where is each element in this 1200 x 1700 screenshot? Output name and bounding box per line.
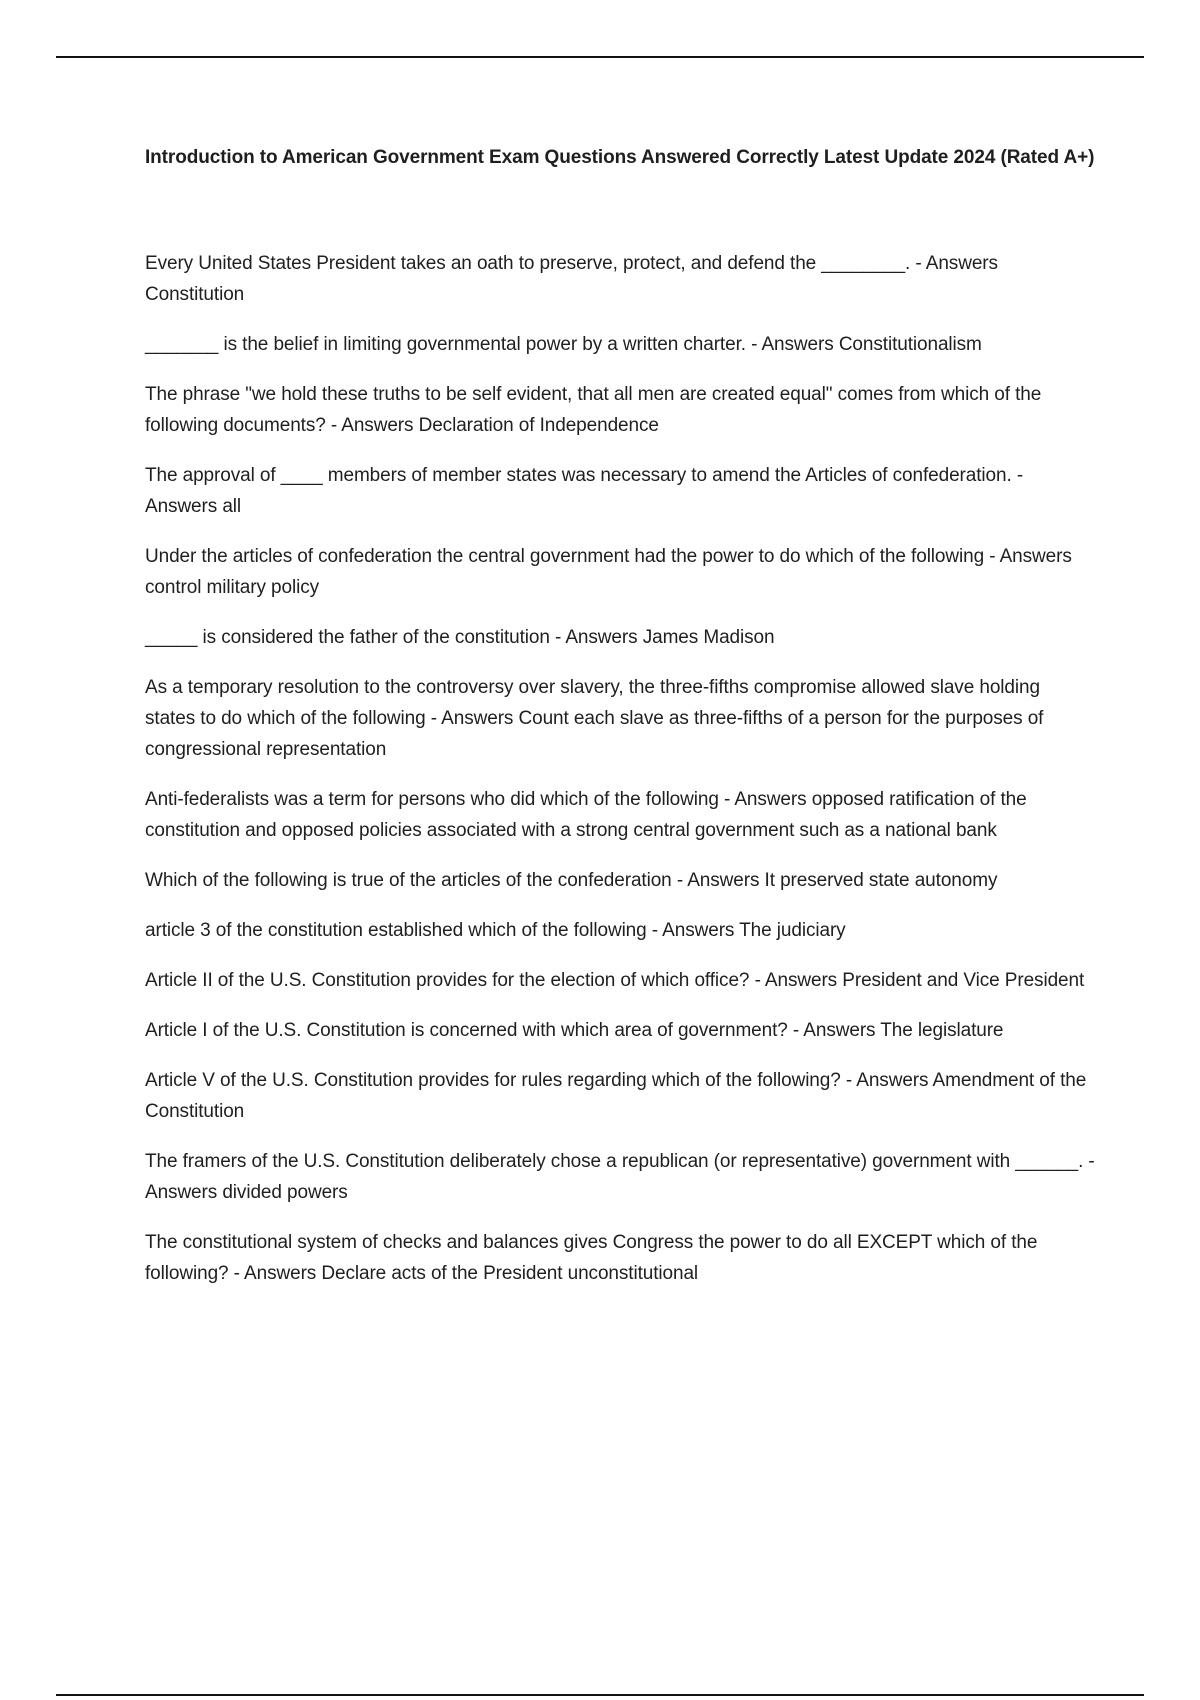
qa-item	[145, 784, 1095, 846]
answer-separator: - Answers	[549, 627, 643, 648]
answer-text: Constitutionalism	[838, 334, 982, 355]
qa-item	[145, 1146, 1095, 1208]
question-text: Which of the following is true of the articles of the confederation	[145, 870, 672, 891]
qa-item	[145, 672, 1095, 765]
answer-separator: - Answers	[718, 789, 812, 810]
answer-separator: - Answers	[787, 1020, 881, 1041]
document-title: Introduction to American Government Exam Questions Answered Correctly Latest Update 2024 (Rated A+)	[145, 147, 1095, 168]
header-rule	[56, 56, 1144, 58]
question-text: Under the articles of confederation the central government had the power to do which of the following	[145, 546, 985, 567]
question-text: article 3 of the constitution established which of the following	[145, 920, 647, 941]
answer-separator: - Answers	[749, 970, 843, 991]
answer-text: all	[222, 496, 242, 517]
answer-text: opposed ratification of the constitution and opposed policies associated with a strong central government such as a national bank	[145, 789, 1027, 841]
qa-item	[145, 329, 1095, 360]
question-text: The approval of ____ members of member states was necessary to amend the Articles of confederation.	[145, 465, 1012, 486]
qa-item	[145, 915, 1095, 946]
question-text: Article II of the U.S. Constitution provides for the election of which office?	[145, 970, 750, 991]
question-text: The constitutional system of checks and balances gives Congress the power to do all EXCEPT which of the following?	[145, 1232, 1038, 1284]
answer-separator: - Answers	[145, 1151, 1095, 1203]
answer-text: It preserved state autonomy	[764, 870, 998, 891]
qa-item	[145, 965, 1095, 996]
document-body	[145, 142, 1095, 1308]
answer-separator: - Answers	[646, 920, 740, 941]
answer-separator: - Answers	[984, 546, 1072, 567]
question-text: Anti-federalists was a term for persons who did which of the following	[145, 789, 719, 810]
answer-separator: - Answers	[325, 415, 419, 436]
answer-separator: - Answers	[671, 870, 765, 891]
answer-separator: - Answers	[910, 253, 998, 274]
answer-text: Declare acts of the President unconstitutional	[321, 1263, 699, 1284]
footer-rule	[56, 1694, 1144, 1696]
answer-separator: - Answers	[425, 708, 519, 729]
qa-item	[145, 865, 1095, 896]
answer-text: Count each slave as three-fifths of a person for the purposes of congressional representation	[145, 708, 1044, 760]
answer-text: divided powers	[222, 1182, 348, 1203]
question-text: The framers of the U.S. Constitution deliberately chose a republican (or representative) government with ______.	[145, 1151, 1084, 1172]
answer-separator: - Answers	[745, 334, 839, 355]
qa-item	[145, 460, 1095, 522]
qa-item	[145, 248, 1095, 310]
answer-text: control military policy	[145, 577, 320, 598]
question-text: Article V of the U.S. Constitution provides for rules regarding which of the following?	[145, 1070, 841, 1091]
question-text: Article I of the U.S. Constitution is concerned with which area of government?	[145, 1020, 788, 1041]
qa-item	[145, 622, 1095, 653]
qa-item	[145, 1227, 1095, 1289]
answer-separator: - Answers	[840, 1070, 933, 1091]
qa-item	[145, 541, 1095, 603]
question-text: The phrase "we hold these truths to be self evident, that all men are created equal" comes from which of the following documents?	[145, 384, 1042, 436]
qa-item	[145, 1015, 1095, 1046]
answer-separator: - Answers	[145, 465, 1024, 517]
answer-separator: - Answers	[228, 1263, 322, 1284]
question-text: As a temporary resolution to the controversy over slavery, the three-fifths compromise allowed slave holding states to do which of the following	[145, 677, 1040, 729]
answer-text: President and Vice President	[842, 970, 1085, 991]
answer-text: The legislature	[880, 1020, 1004, 1041]
qa-item	[145, 1065, 1095, 1127]
answer-text: James Madison	[642, 627, 775, 648]
answer-text: Declaration of Independence	[418, 415, 659, 436]
question-text: _______ is the belief in limiting governmental power by a written charter.	[145, 334, 746, 355]
question-text: Every United States President takes an oath to preserve, protect, and defend the ________.	[145, 253, 911, 274]
qa-list	[145, 248, 1095, 1289]
answer-text: Constitution	[145, 284, 245, 305]
answer-text: The judiciary	[739, 920, 846, 941]
qa-item	[145, 379, 1095, 441]
answer-text: Amendment of the Constitution	[145, 1070, 1087, 1122]
question-text: _____ is considered the father of the constitution	[145, 627, 550, 648]
